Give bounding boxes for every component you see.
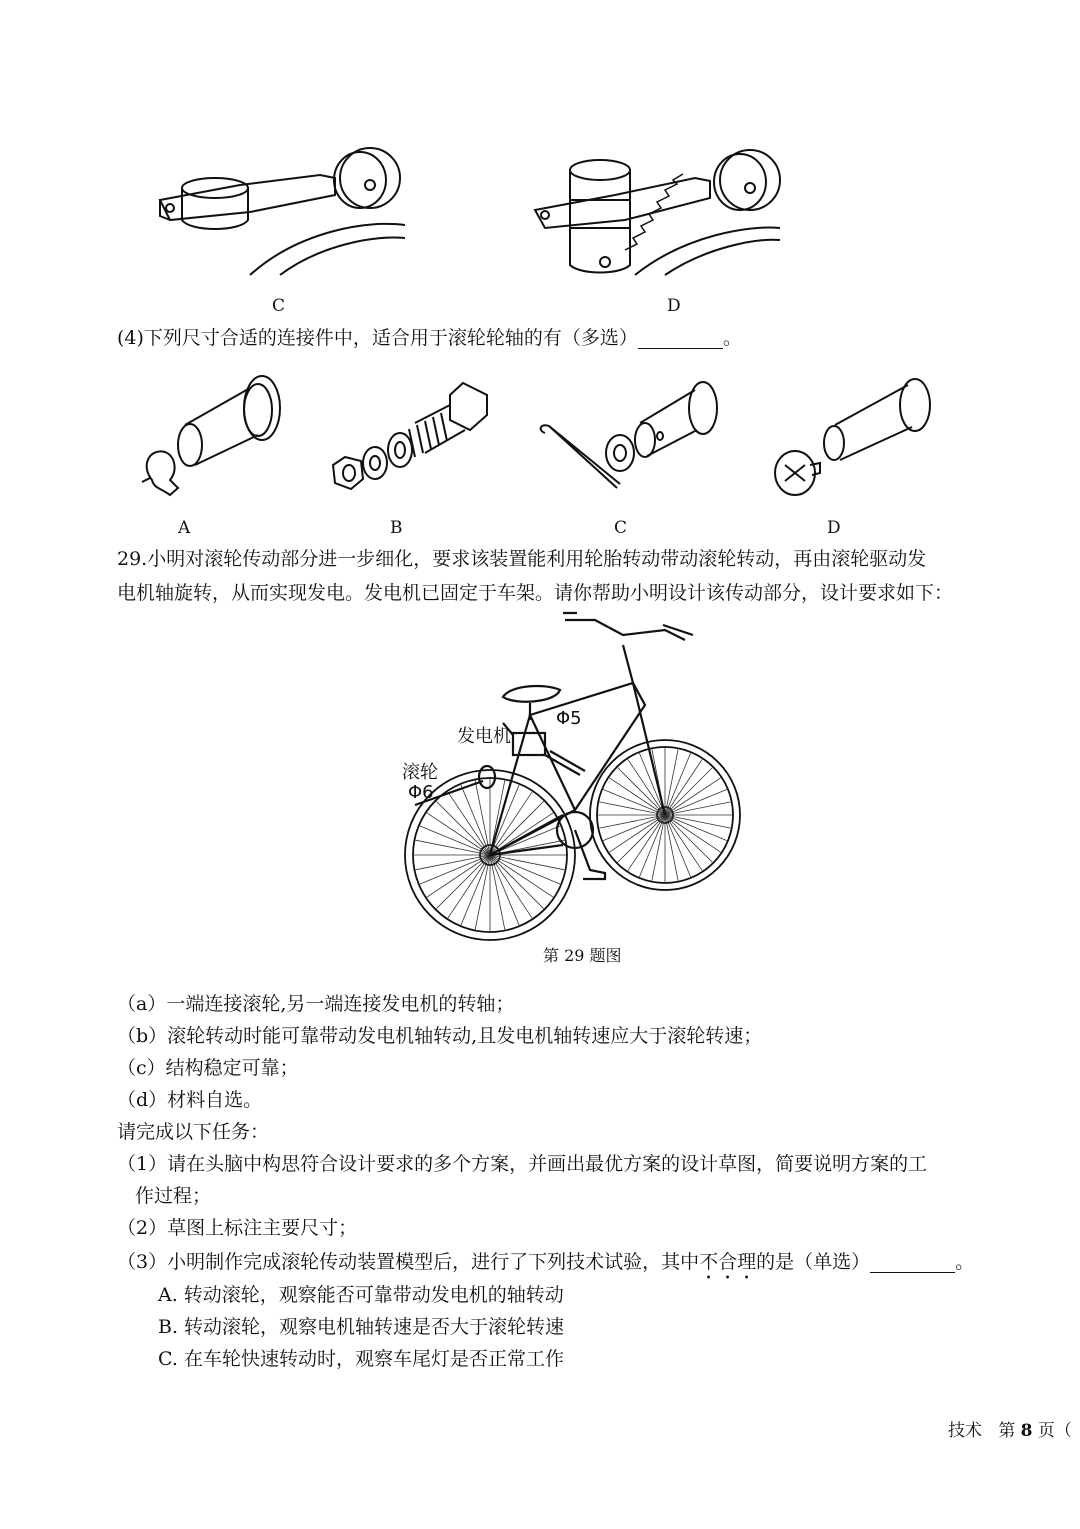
wheel-spoke: [618, 815, 665, 862]
footer-page-pre: 第: [998, 1421, 1016, 1441]
wheel-spoke: [618, 768, 665, 815]
connector-option-c-pin-cotter: [535, 378, 725, 498]
label-roller: 滚轮: [402, 762, 438, 783]
requirement-d: （d）材料自选。: [117, 1089, 263, 1111]
tasks-intro: 请完成以下任务：: [117, 1121, 270, 1143]
connector-option-b-bolt-washer-nut: [325, 375, 495, 500]
task-2: （2）草图上标注主要尺寸；: [117, 1217, 358, 1239]
footer-page-post: 页（: [1037, 1421, 1072, 1441]
requirement-c: （c）结构稳定可靠；: [117, 1057, 299, 1079]
question-29-line1: 29.小明对滚轮传动部分进一步细化，要求该装置能利用轮胎转动带动滚轮转动，再由滚轮驱动发: [117, 548, 927, 570]
task-3-post: 的是（单选）: [756, 1251, 871, 1273]
bicycle-figure: [395, 605, 745, 950]
connector-label-c: C: [614, 518, 628, 538]
connector-label-b: B: [390, 518, 403, 538]
figure-c-roller-clamp: [150, 140, 420, 280]
footer-page-number: 8: [1020, 1421, 1033, 1441]
question-4-end: 。: [722, 327, 742, 349]
task-3-pre: （3）小明制作完成滚轮传动装置模型后，进行了下列技术试验，其中: [117, 1251, 700, 1273]
task-3: [117, 1251, 974, 1284]
task-1-line2: 作过程；: [135, 1185, 212, 1207]
option-c: C. 在车轮快速转动时，观察车尾灯是否正常工作: [158, 1348, 564, 1370]
label-generator-diameter: Φ5: [556, 708, 582, 729]
option-a: A. 转动滚轮，观察能否可靠带动发电机的轴转动: [158, 1284, 564, 1306]
figure-label-c: C: [272, 296, 286, 316]
label-generator: 发电机: [457, 726, 511, 747]
wheel-spoke: [665, 768, 712, 815]
task-3-emphasis: 不合理: [699, 1251, 757, 1273]
connector-option-a-pin-circlip: [140, 370, 290, 500]
wheel-spoke: [665, 815, 712, 862]
option-b: B. 转动滚轮，观察电机轴转速是否大于滚轮转速: [158, 1316, 565, 1338]
label-roller-diameter: Φ6: [408, 782, 434, 803]
task-3-end: 。: [955, 1251, 975, 1273]
connector-label-a: A: [178, 518, 191, 538]
answer-blank-q4[interactable]: [638, 329, 723, 349]
answer-blank-task3[interactable]: [870, 1253, 955, 1273]
question-4-text: [117, 329, 742, 349]
figure-caption: 第 29 题图: [543, 946, 622, 965]
question-4-stem: (4)下列尺寸合适的连接件中，适合用于滚轮轮轴的有（多选）: [117, 327, 638, 349]
question-29-line2: 电机轴旋转，从而实现发电。发电机已固定于车架。请你帮助小明设计该传动部分，设计要求如下：: [117, 582, 954, 604]
task-1-line1: （1）请在头脑中构思符合设计要求的多个方案，并画出最优方案的设计草图，简要说明方案的工: [117, 1153, 928, 1175]
figure-label-d: D: [667, 296, 681, 316]
figure-d-roller-clamp-spring: [525, 140, 795, 280]
connector-option-d-pin-screw: [770, 375, 940, 500]
wheel-spoke: [436, 855, 490, 909]
wheel-spoke: [490, 855, 544, 909]
requirement-a: （a）一端连接滚轮,另一端连接发电机的转轴；: [117, 993, 515, 1015]
footer-subject: 技术: [948, 1421, 982, 1441]
wheel-spoke: [436, 801, 490, 855]
connector-label-d: D: [827, 518, 841, 538]
requirement-b: （b）滚轮转动时能可靠带动发电机轴转动,且发电机轴转速应大于滚轮转速；: [117, 1025, 763, 1047]
page-footer: [948, 1423, 1072, 1440]
